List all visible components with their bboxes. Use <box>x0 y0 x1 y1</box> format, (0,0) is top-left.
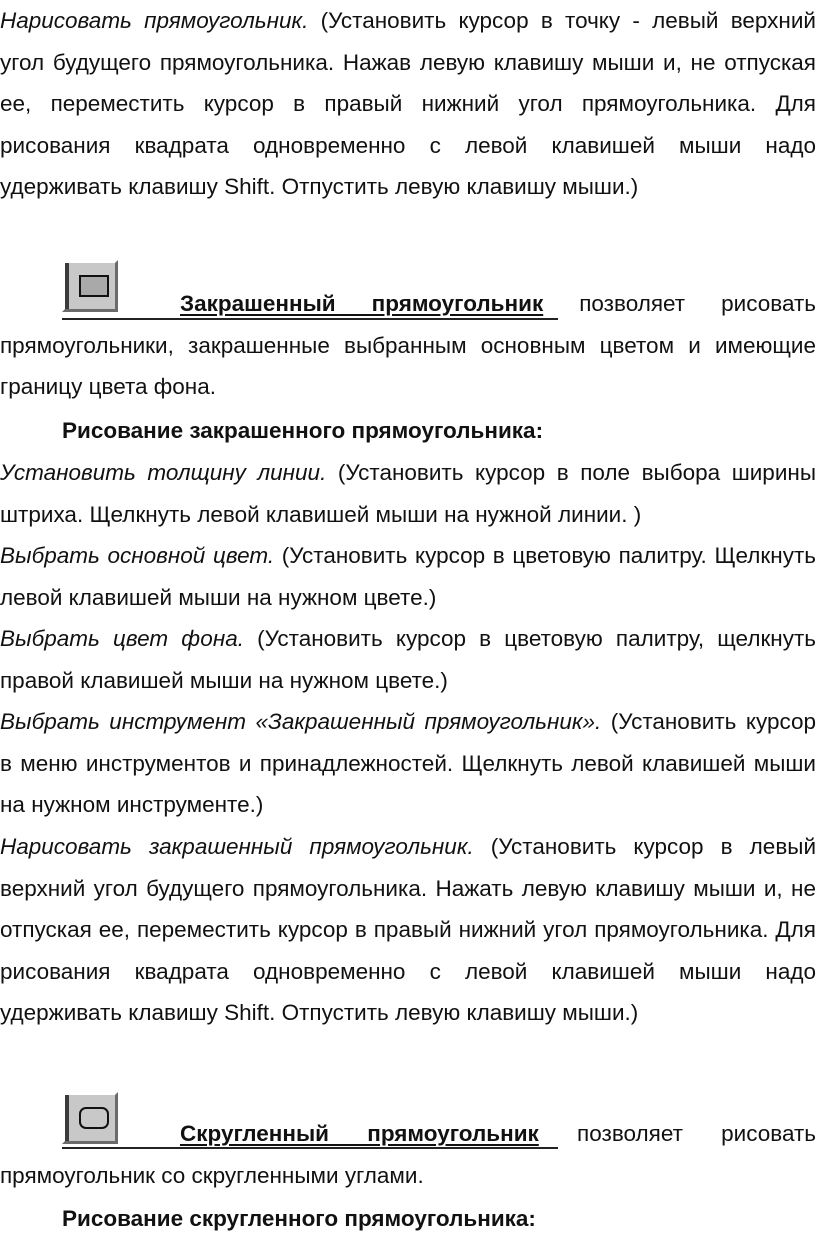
tool-description: позволяет рисовать прямоугольники, закрашенные выбранным основным цветом и имеющие границу цвета фона. <box>0 291 816 399</box>
step-title: Выбрать цвет фона. <box>0 626 244 651</box>
step-draw-rectangle <box>0 0 816 208</box>
step-text: (Установить курсор в цветовую палитру, щелкнуть правой клавишей мыши на нужном цвете.) <box>0 626 816 693</box>
step-draw-filled-rectangle <box>0 826 816 1034</box>
tool-name: Закрашенный прямоугольник <box>180 291 544 316</box>
tool-description: позволяет рисовать прямоугольник со скругленными углами. <box>0 1121 816 1188</box>
step-text: (Установить курсор в меню инструментов и принадлежностей. Щелкнуть левой клавишей мыши на нужном инструменте.) <box>0 709 816 817</box>
step-title: Выбрать основной цвет. <box>0 543 275 568</box>
step-text: (Установить курсор в левый верхний угол будущего прямоугольника. Нажать левую клавишу мыши и, не отпуская ее, переместить курсор в правый нижний угол прямоугольника. Для рисования квадрата одновременно с левой клавишей мыши надо удерживать клавишу Shift. Отпустить левую клавишу мыши.) <box>0 834 816 1025</box>
step-title: Установить толщину линии. <box>0 460 327 485</box>
section-heading-rounded: Рисование скругленного прямоугольника: <box>62 1206 536 1231</box>
step-choose-main-color <box>0 535 816 618</box>
section-heading-filled: Рисование закрашенного прямоугольника: <box>62 418 544 443</box>
step-choose-tool <box>0 701 816 826</box>
step-set-line-width <box>0 452 816 535</box>
step-text: (Установить курсор в точку - левый верхний угол будущего прямоугольника. Нажав левую клавишу мыши и, не отпуская ее, переместить курсор в правый нижний угол прямоугольника. Для рисования квадрата одновременно с левой клавишей мыши надо удерживать клавишу Shift. Отпустить левую клавишу мыши.) <box>0 8 816 199</box>
tool-name: Скругленный прямоугольник <box>180 1121 539 1146</box>
step-choose-background-color <box>0 618 816 701</box>
step-title: Нарисовать прямоугольник. <box>0 8 309 33</box>
step-title: Нарисовать закрашенный прямоугольник. <box>0 834 474 859</box>
step-text: (Установить курсор в цветовую палитру. Щелкнуть левой клавишей мыши на нужном цвете.) <box>0 543 816 610</box>
step-title: Выбрать инструмент «Закрашенный прямоугольник». <box>0 709 602 734</box>
rounded-rectangle-description <box>0 1113 816 1196</box>
filled-rectangle-description <box>0 283 816 408</box>
step-text: (Установить курсор в поле выбора ширины штриха. Щелкнуть левой клавишей мыши на нужной линии. ) <box>0 460 816 527</box>
